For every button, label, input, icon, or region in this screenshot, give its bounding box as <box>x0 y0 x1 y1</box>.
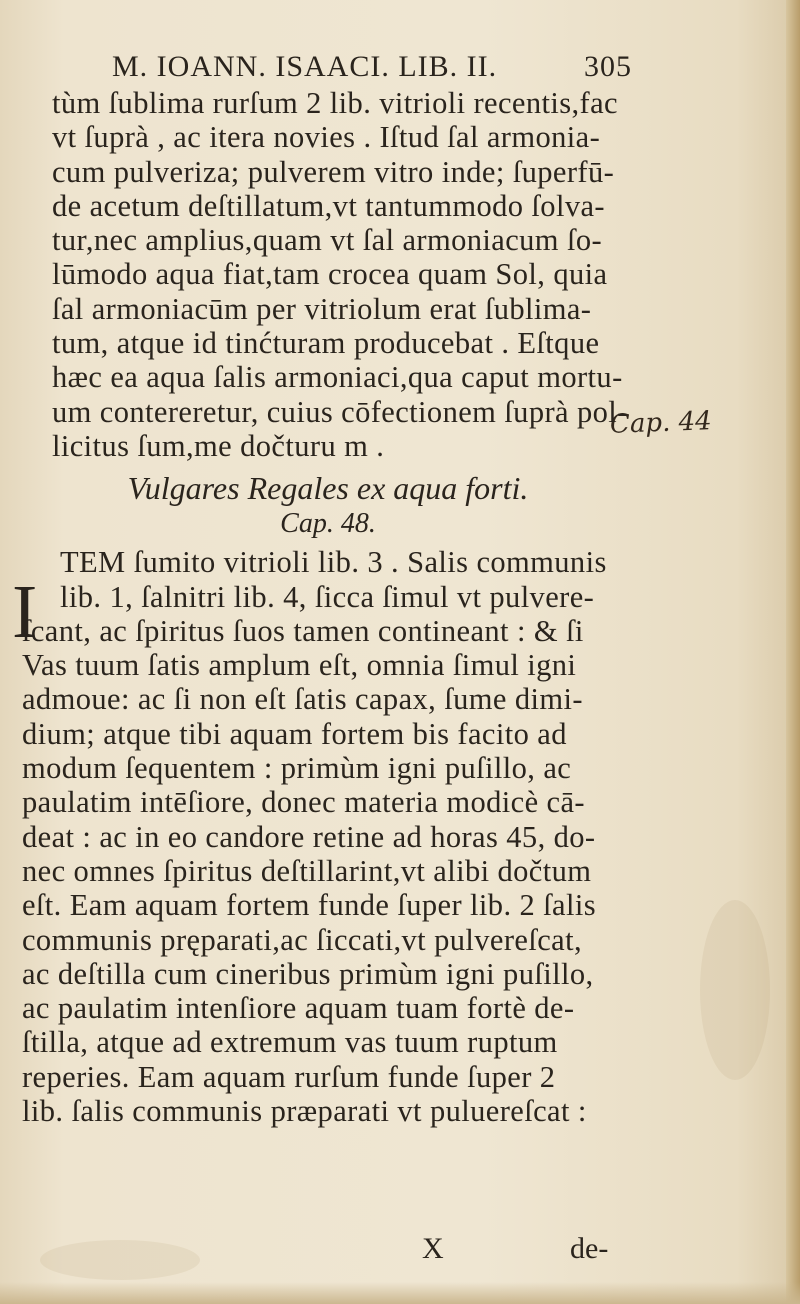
text-line: de acetum deſtillatum,vt tantummodo ſolva- <box>52 188 605 223</box>
text-line: admoue: ac ſi non eſt ſatis capax, ſume dimi- <box>22 682 583 717</box>
page-edge <box>786 0 800 1304</box>
paper-stain <box>40 1240 200 1280</box>
text-line: deat : ac in eo candore retine ad horas 45, do- <box>22 819 596 854</box>
text-line: ſal armoniacūm per vitriolum erat ſublima- <box>52 291 592 326</box>
text-line: lib. ſalis communis præparati vt puluereſcat : <box>22 1094 587 1129</box>
marginal-note: Cap. 44 <box>609 406 713 440</box>
catchword: de- <box>570 1232 609 1265</box>
text-line: modum ſequentem : primùm igni puſillo, ac <box>22 751 572 786</box>
text-line: nec omnes ſpiritus deſtillarint,vt alibi dočtum <box>22 853 592 888</box>
text-line: tùm ſublima rurſum 2 lib. vitrioli recentis,fac <box>52 86 618 120</box>
chapter-number: Cap. 48. <box>280 508 376 540</box>
text-line: ac paulatim intenſiore aquam tuam fortè de- <box>22 991 575 1026</box>
text-line: hæc ea aqua ſalis armoniaci,qua caput mortu- <box>52 360 623 395</box>
text-line: um contereretur, cuius cōfectionem ſuprà pol- <box>52 394 628 429</box>
paper-stain <box>700 900 770 1080</box>
text-line: licitus ſum,me dočturu m . <box>52 428 385 463</box>
text-line: reperies. Eam aquam rurſum funde ſuper 2 <box>22 1059 556 1094</box>
text-line: dium; atque tibi aquam fortem bis facito ad <box>22 716 567 751</box>
text-line: tum, atque id tinćturam producebat . Eſtque <box>52 326 600 361</box>
signature-mark: X <box>422 1232 444 1265</box>
text-line: ac deſtilla cum cineribus primùm igni puſillo, <box>22 956 594 991</box>
text-line: communis pręparati,ac ſiccati,vt pulvereſcat, <box>22 922 582 957</box>
text-line: vt ſuprà , ac itera novies . Iſtud ſal armonia- <box>52 120 601 155</box>
running-head: M. IOANN. ISAACI. LIB. II. <box>112 50 498 83</box>
drop-cap: I <box>12 570 38 654</box>
text-line: tur,nec amplius,quam vt ſal armoniacum ſo- <box>52 223 603 258</box>
page-edge-bottom <box>0 1282 800 1304</box>
text-line: TEM ſumito vitrioli lib. 3 . Salis communis <box>60 545 607 580</box>
text-line: ſtilla, atque ad extremum vas tuum ruptum <box>22 1025 558 1060</box>
folio-number: 305 <box>584 50 632 83</box>
running-header <box>112 50 632 90</box>
chapter-title: Vulgares Regales ex aqua forti. <box>127 470 529 507</box>
text-line: paulatim intēſiore, donec materia modicè cā- <box>22 785 585 820</box>
text-block <box>18 86 638 1128</box>
text-line: Vas tuum ſatis amplum eſt, omnia ſimul igni <box>22 648 577 683</box>
text-line: lib. 1, ſalnitri lib. 4, ſicca ſimul vt pulvere- <box>60 579 595 614</box>
text-line: eſt. Eam aquam fortem funde ſuper lib. 2 ſalis <box>22 888 597 923</box>
text-line: lūmodo aqua fiat,tam crocea quam Sol, quia <box>52 257 608 292</box>
text-line: ſcant, ac ſpiritus ſuos tamen contineant : & ſi <box>22 613 584 648</box>
text-line: cum pulveriza; pulverem vitro inde; ſuperfū- <box>52 154 615 189</box>
